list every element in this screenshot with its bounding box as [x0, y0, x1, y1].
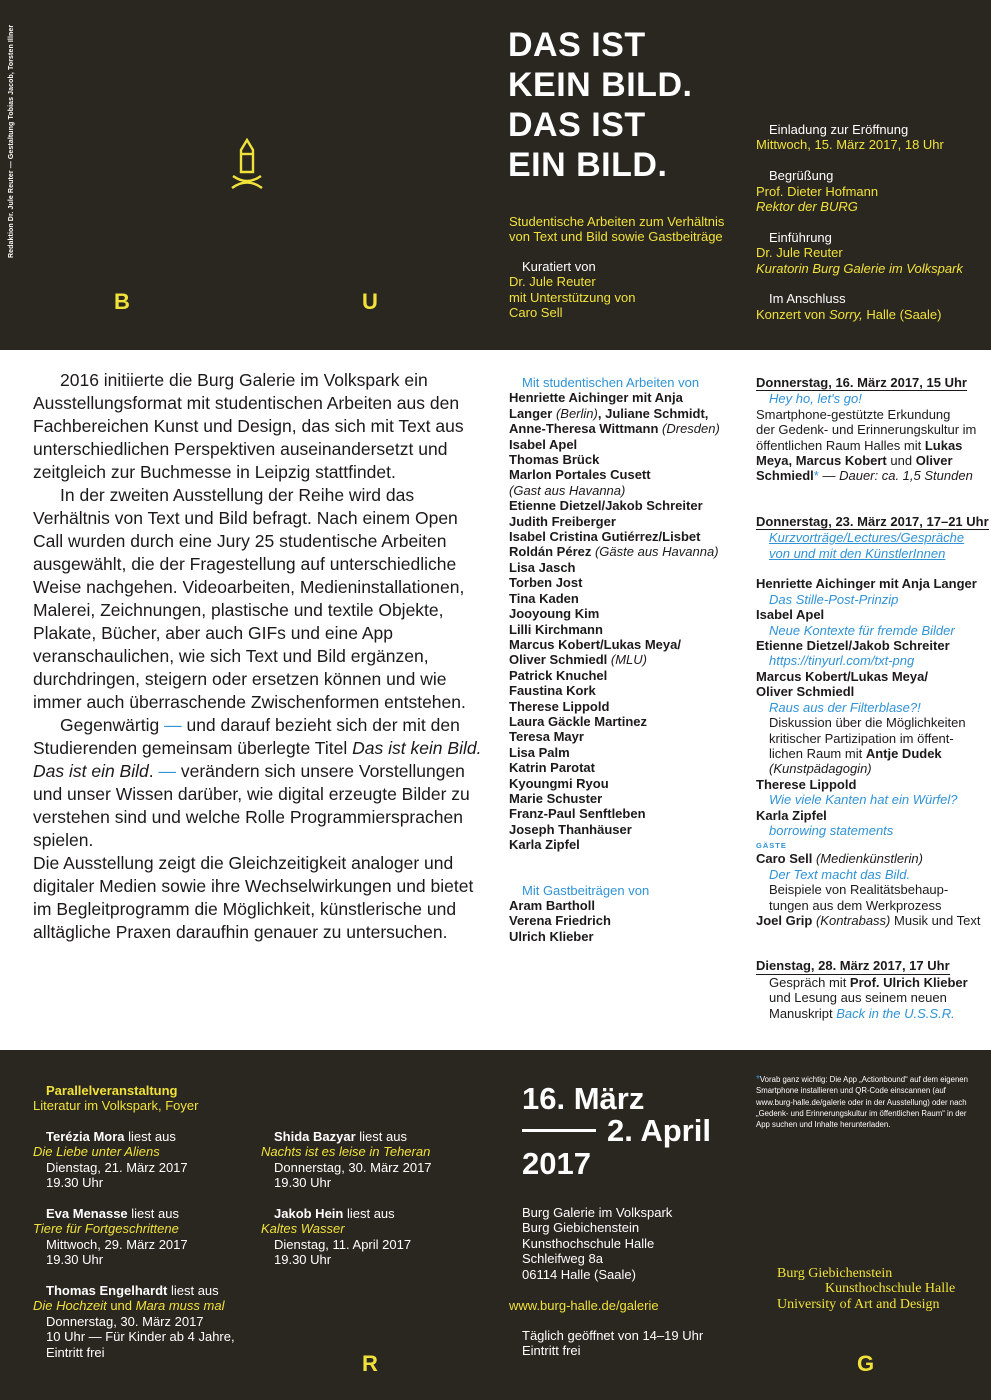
parallel-event: [33, 1083, 198, 1114]
intro-role: Kuratorin Burg Galerie im Volkspark: [756, 260, 963, 276]
guest-talk: [756, 867, 989, 913]
greeting-role: Rektor der BURG: [756, 199, 858, 215]
origin-span: (Gäste aus Havanna): [591, 544, 719, 560]
reading-author: [33, 1283, 235, 1298]
invite-label: Einladung zur Eröffnung: [769, 122, 909, 137]
author-span: Shida Bazyar: [274, 1129, 356, 1144]
invite-date: Mittwoch, 15. März 2017, 18 Uhr: [756, 137, 944, 153]
greeting-name: Prof. Dieter Hofmann: [756, 183, 879, 199]
talk-name: Etienne Dietzel/Jakob Schreiter: [756, 638, 950, 654]
curated-with-name: Caro Sell: [509, 305, 563, 321]
text-span: lichen Raum mit: [769, 745, 866, 761]
paragraph: Die Ausstellung zeigt die Gleichzeitigkeit analoger und digitaler Medien sowie ihre Wechselwirkungen und bietet im Begleitprogramm die Möglichkeit, künstlerische und alltägliche Praxen daraufhin genauer zu untersuchen.: [33, 853, 474, 942]
event-desc: [769, 975, 989, 990]
student-origin: (Gast aus Havanna): [509, 482, 626, 498]
curated-label: Kuratiert von: [522, 259, 596, 274]
date-from: 16. März: [522, 1081, 645, 1116]
student-name: Isabel Apel: [509, 436, 578, 452]
date-year: 2017: [522, 1146, 591, 1181]
greeting-label: Begrüßung: [769, 168, 834, 184]
blue-dash: —: [164, 715, 182, 735]
website-link[interactable]: www.burg-halle.de/galerie: [509, 1298, 659, 1313]
reading-author: [261, 1206, 432, 1221]
header-band: [0, 0, 991, 350]
text-span: Manuskript: [769, 1005, 837, 1021]
talk-4: [756, 700, 989, 777]
talk-title: Neue Kontexte für fremde Bilder: [769, 622, 955, 638]
talk-title: borrowing statements: [769, 822, 894, 838]
reading-time: 19.30 Uhr: [274, 1175, 332, 1191]
origin-span: (Dresden): [658, 421, 720, 437]
student-name: Jooyoung Kim: [509, 606, 600, 622]
text-span: und: [106, 1298, 136, 1314]
talk-title: Wie viele Kanten hat ein Würfel?: [769, 792, 958, 808]
text-span: liest aus: [167, 1283, 219, 1299]
app-footnote: [756, 1074, 971, 1130]
footer-band: [0, 1050, 991, 1400]
after-pre: Konzert von: [756, 306, 829, 322]
reading-book: Nachts ist es leise in Teheran: [261, 1144, 431, 1160]
footnote-star: *: [756, 1074, 760, 1085]
event-date: Dienstag, 28. März 2017, 17 Uhr: [756, 958, 950, 974]
intro-name: Dr. Jule Reuter: [756, 245, 843, 261]
hours: Täglich geöffnet von 14–19 Uhr: [522, 1328, 704, 1343]
student-name: Lisa Jasch: [509, 559, 576, 575]
talk-desc: (Kunstpädagogin): [769, 761, 872, 777]
book-span: Mara muss mal: [135, 1298, 225, 1314]
vertical-credit: Redaktion Dr. Jule Reuter — Gestaltung Tobias Jacob, Torsten Illner: [8, 24, 15, 258]
parallel-label: Parallelveranstaltung: [46, 1083, 178, 1098]
talk-name: Henriette Aichinger mit Anja Langer: [756, 576, 977, 592]
student-name: Isabel Cristina Gutiérrez/Lisbet: [509, 529, 701, 545]
paragraph: 2016 initiierte die Burg Galerie im Volkspark ein Ausstellungsformat mit studentischen Arbeiten aus den Fachbereichen Kunst und Design, das sich mit Text aus unterschiedlichen Perspektiven auseinandersetzt und zeitgleich zur Buchmesse in Leipzig stattfindet.: [33, 370, 464, 482]
author-span: Jakob Hein: [274, 1206, 344, 1222]
talk-link[interactable]: https://tinyurl.com/txt-png: [769, 653, 915, 669]
text-span: liest aus: [127, 1206, 179, 1222]
student-name: Marlon Portales Cusett: [509, 467, 651, 483]
reading-time: 10 Uhr — Für Kinder ab 4 Jahre,: [46, 1329, 235, 1345]
entry: Eintritt frei: [522, 1343, 581, 1359]
logo-line: University of Art and Design: [777, 1296, 940, 1312]
student-name: Lisa Palm: [509, 744, 570, 760]
curator-block: [509, 259, 635, 321]
role-span: (Kontrabass): [812, 912, 891, 928]
student-name: Joseph Thanhäuser: [509, 821, 632, 837]
event-desc: [756, 468, 989, 483]
reading-time: 19.30 Uhr: [46, 1252, 104, 1268]
student-name: Katrin Parotat: [509, 760, 595, 776]
letter-g: G: [857, 1351, 875, 1376]
student-name: Kyoungmi Ryou: [509, 775, 609, 791]
text-span: und darauf bezieht sich der mit den Studierenden gemeinsam überlegte Titel: [33, 715, 460, 758]
talk-desc: [769, 746, 989, 761]
event-date: Donnerstag, 23. März 2017, 17–21 Uhr: [756, 513, 989, 529]
intro-text: [33, 369, 485, 944]
opening-program: [756, 122, 963, 322]
guests-label: Mit Gastbeiträgen von: [522, 882, 650, 898]
talk-desc: Diskussion über die Möglichkeiten: [769, 715, 966, 731]
student-name: Laura Gäckle Martinez: [509, 713, 647, 729]
name-span: Antje Dudek: [865, 745, 942, 761]
talk-name: Marcus Kobert/Lukas Meya/: [756, 668, 928, 684]
text-span: verändern sich unsere Vorstellungen und unser Wissen darüber, wie digital erzeugte Bilder zu verstehen sind und welche Rolle Programmiersprachen spielen.: [33, 761, 470, 850]
student-name: [509, 406, 720, 421]
event-desc: der Gedenk- und Erinnerungskultur im: [756, 422, 977, 438]
after-post: Halle (Saale): [862, 306, 942, 322]
burg-tower-logo-icon: [226, 138, 268, 196]
subtitle-line: von Text und Bild sowie Gastbeiträge: [509, 229, 723, 245]
name-span: Meya, Marcus Kobert: [756, 453, 887, 469]
reading-author: [33, 1129, 235, 1144]
talk-desc: tungen aus dem Werkprozess: [769, 897, 942, 913]
student-name: Therese Lippold: [509, 698, 610, 714]
institution-logo: [777, 1266, 955, 1312]
name-span: Joel Grip: [756, 912, 813, 928]
event-desc: und Lesung aus seinem neuen: [769, 990, 947, 1006]
talk-title: Das Stille-Post-Prinzip: [769, 591, 899, 607]
name-span: Schmiedl: [756, 468, 814, 484]
reading-date: Donnerstag, 30. März 2017: [46, 1313, 204, 1329]
student-name: [509, 544, 720, 559]
address-line: Kunsthochschule Halle: [522, 1235, 655, 1251]
event-desc: [769, 1006, 989, 1021]
headline-line: KEIN BILD.: [508, 66, 693, 104]
name-span: Oliver: [915, 453, 953, 469]
student-name: Etienne Dietzel/Jakob Schreiter: [509, 498, 703, 514]
talk-name: [756, 913, 989, 928]
students-label: Mit studentischen Arbeiten von: [522, 375, 700, 390]
guests-heading: GÄSTE: [756, 841, 787, 851]
reading-book: Kaltes Wasser: [261, 1221, 345, 1237]
student-name: [509, 652, 720, 667]
footnote-text: Vorab ganz wichtig: Die App „Actionbound“ auf dem eigenen Smartphone installieren und QR-Code einscannen (auf www.burg-halle.de/galerie oder in der Ausstellung) oder nach „Gedenk- und Erinnerungskultur im öffentlichen Raum“ in der App suchen und Inhalte herunterladen.: [756, 1075, 968, 1130]
exhibition-title: Das ist kein Bild. Das ist ein Bild: [33, 738, 482, 781]
curated-name: Dr. Jule Reuter: [509, 274, 596, 290]
author-span: Thomas Engelhardt: [46, 1283, 168, 1299]
address-line: Burg Galerie im Volkspark: [522, 1205, 673, 1220]
reading-book: [33, 1298, 235, 1313]
students-list: [509, 375, 720, 944]
student-name: Franz-Paul Senftleben: [509, 806, 646, 822]
talk-name: Therese Lippold: [756, 776, 857, 792]
guest-name: Ulrich Klieber: [509, 928, 594, 944]
date-to: 2. April: [607, 1113, 711, 1148]
student-name: Torben Jost: [509, 575, 583, 591]
letter-b: B: [114, 289, 130, 314]
talk-name: Isabel Apel: [756, 607, 825, 623]
text-span: öffentlichen Raum Halles mit: [756, 437, 925, 453]
student-name: Karla Zipfel: [509, 837, 580, 853]
event-title: Kurzvorträge/Lectures/Gespräche: [769, 530, 965, 546]
text-span: Gespräch mit: [769, 974, 850, 990]
reading-time: 19.30 Uhr: [46, 1175, 104, 1191]
opening-hours: [522, 1328, 703, 1359]
exhibition-dates: [522, 1082, 722, 1182]
event-title: Hey ho, let's go!: [769, 391, 862, 407]
address-line: Schleifweg 8a: [522, 1251, 603, 1267]
name-span: Prof. Ulrich Klieber: [849, 974, 968, 990]
paragraph: [33, 714, 485, 852]
reading-extra: Eintritt frei: [46, 1344, 105, 1360]
logo-line: Kunsthochschule Halle: [825, 1281, 956, 1297]
name-span: Langer: [509, 405, 553, 421]
talk-title: Raus aus der Filterblase?!: [769, 699, 921, 715]
origin-span: (MLU): [607, 652, 647, 668]
student-name: Henriette Aichinger mit Anja: [509, 390, 683, 406]
reading-author: [33, 1206, 235, 1221]
reading-date: Dienstag, 21. März 2017: [46, 1159, 188, 1175]
readings-right: [261, 1129, 432, 1268]
events-program: [756, 375, 989, 1021]
reading-date: Donnerstag, 30. März 2017: [274, 1159, 432, 1175]
headline-line: DAS IST: [508, 26, 646, 64]
guest-name: Aram Bartholl: [509, 898, 595, 913]
guest-name: Verena Friedrich: [509, 913, 611, 929]
event-desc: [756, 438, 989, 453]
talk-name: [756, 851, 989, 866]
name-span: Caro Sell: [756, 851, 813, 867]
address-line: 06114 Halle (Saale): [522, 1266, 636, 1282]
reading-book: Tiere für Fortgeschrittene: [33, 1221, 179, 1237]
subtitle: [509, 214, 724, 245]
text-span: liest aus: [355, 1129, 407, 1144]
letter-u: U: [362, 289, 378, 314]
duration: Dauer: ca. 1,5 Stunden: [839, 468, 973, 484]
student-name: Patrick Knuchel: [509, 667, 608, 683]
text-span: liest aus: [124, 1129, 176, 1144]
text-span: liest aus: [343, 1206, 395, 1222]
name-span: Lukas: [924, 437, 963, 453]
event-desc: [756, 453, 989, 468]
curated-with: mit Unterstützung von: [509, 289, 636, 305]
reading-book: Die Liebe unter Aliens: [33, 1144, 160, 1160]
reading-time: 19.30 Uhr: [274, 1252, 332, 1268]
talk-title: Der Text macht das Bild.: [769, 866, 911, 882]
text-span: .: [148, 761, 159, 781]
name-span: Roldán Pérez: [509, 544, 592, 560]
student-name: Marie Schuster: [509, 790, 603, 806]
after-concert: [756, 307, 963, 322]
origin-span: (Berlin): [552, 405, 598, 421]
name-span: Anne-Theresa Wittmann: [509, 421, 659, 437]
subtitle-line: Studentische Arbeiten zum Verhältnis: [509, 214, 725, 229]
student-name: Teresa Mayr: [509, 729, 584, 745]
student-name: Thomas Brück: [509, 452, 600, 468]
parallel-sub: Literatur im Volkspark, Foyer: [33, 1098, 199, 1114]
after-band: Sorry,: [829, 306, 863, 322]
talk-desc: Beispiele von Realitätsbehaup-: [769, 882, 949, 898]
event-date: Donnerstag, 16. März 2017, 15 Uhr: [756, 375, 967, 390]
after-label: Im Anschluss: [769, 291, 846, 307]
address-line: Burg Giebichenstein: [522, 1220, 640, 1236]
footnote-star: *: [813, 468, 819, 484]
headline-line: EIN BILD.: [508, 146, 668, 184]
author-span: Eva Menasse: [46, 1206, 128, 1222]
readings-left: [33, 1129, 235, 1360]
paragraph: In der zweiten Ausstellung der Reihe wird das Verhältnis von Text und Bild befragt. Nach einem Open Call wurden durch eine Jury 25 studentische Arbeiten ausgewählt, die der Fragestellung auf unterschiedliche Weise nachgehen. Videoarbeiten, Medieninstallationen, Malerei, Zeichnungen, plastische und textile Objekte, Plakate, Bücher, aber auch GIFs und eine App veranschaulichen, wie sich Text und Bild ergänzen, durchdringen, steigern oder ersetzen können und wie immer auch überraschende Zwischenformen entstehen.: [33, 485, 466, 712]
event-desc: Smartphone-gestützte Erkundung: [756, 406, 951, 422]
student-name: Faustina Kork: [509, 683, 596, 699]
role-span: (Medienkünstlerin): [812, 851, 923, 867]
text-span: und: [886, 453, 916, 469]
headline-line: DAS IST: [508, 106, 646, 144]
letter-r: R: [362, 1351, 378, 1376]
date-dash: [522, 1129, 596, 1132]
text-span: Musik und Text: [890, 912, 981, 928]
student-name: Marcus Kobert/Lukas Meya/: [509, 636, 681, 652]
talk-desc: kritischer Partizipation im öffent-: [769, 730, 954, 746]
event-3: [756, 975, 989, 1021]
student-name: Lilli Kirchmann: [509, 621, 603, 637]
event-1: [756, 391, 989, 406]
student-name: [509, 421, 720, 436]
manuscript-title: Back in the U.S.S.R.: [836, 1005, 955, 1021]
name-span: , Juliane Schmidt,: [597, 405, 709, 421]
headline: [508, 25, 692, 185]
text-span: —: [818, 468, 840, 484]
author-span: Terézia Mora: [46, 1129, 125, 1144]
student-name: Tina Kaden: [509, 590, 579, 606]
talk-name: Oliver Schmiedl: [756, 684, 855, 700]
address: [522, 1205, 672, 1282]
text-span: Gegenwärtig: [60, 715, 165, 735]
name-span: Oliver Schmiedl: [509, 652, 608, 668]
talk-name: Karla Zipfel: [756, 807, 827, 823]
logo-line: Burg Giebichenstein: [777, 1266, 893, 1281]
reading-date: Mittwoch, 29. März 2017: [46, 1236, 188, 1252]
blue-dash: —: [158, 761, 176, 781]
reading-author: [261, 1129, 432, 1144]
book-span: Die Hochzeit: [33, 1298, 107, 1314]
reading-date: Dienstag, 11. April 2017: [274, 1236, 412, 1252]
student-name: Judith Freiberger: [509, 513, 616, 529]
event-title: von und mit den KünstlerInnen: [769, 545, 946, 561]
intro-label: Einführung: [769, 229, 832, 245]
